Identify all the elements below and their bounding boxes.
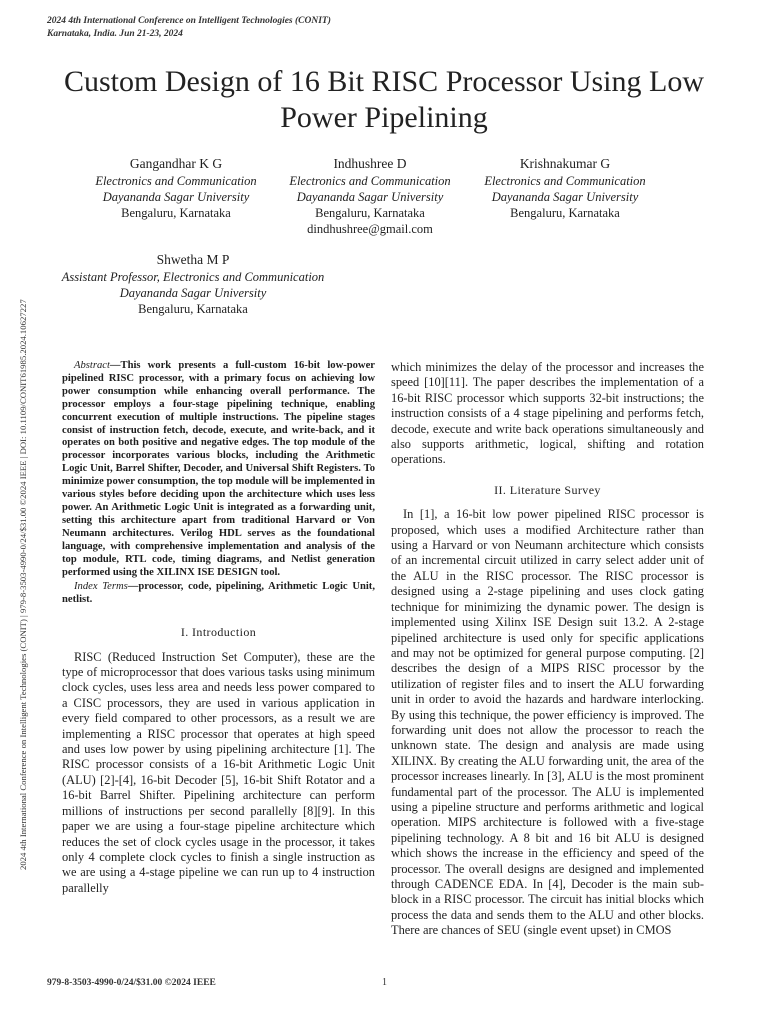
- author-city: Bengaluru, Karnataka: [138, 302, 248, 316]
- author-block-1: [76, 156, 276, 221]
- author-dept: Electronics and Communication: [289, 174, 451, 188]
- author-dept: Electronics and Communication: [484, 174, 646, 188]
- author-university: Dayananda Sagar University: [102, 190, 250, 204]
- author-name: Gangandhar K G: [129, 156, 223, 171]
- index-terms: [62, 581, 375, 607]
- author-name: Shwetha M P: [156, 252, 230, 267]
- author-city: Bengaluru, Karnataka: [510, 206, 620, 220]
- side-margin-note: 2024 4th International Conference on Intelligent Technologies (CONIT) | 979-8-3503-4990-0/24/$31.00 ©2024 IEEE | DOI: 10.1109/CONIT61985.2024.10627227: [18, 299, 28, 870]
- author-email[interactable]: dindhushree@gmail.com: [307, 222, 433, 236]
- author-block-4: [48, 252, 338, 317]
- author-dept: Assistant Professor, Electronics and Communication: [61, 270, 325, 284]
- author-name: Krishnakumar G: [519, 156, 611, 171]
- paper-title: Custom Design of 16 Bit RISC Processor Using Low Power Pipelining: [63, 65, 705, 134]
- conference-location: Karnataka, India. Jun 21-23, 2024: [47, 29, 183, 39]
- left-column: [62, 360, 375, 896]
- introduction-continued: which minimizes the delay of the processor and increases the speed [10][11]. The paper describes the implementation of a 16-bit RISC processor which supports 32-bit instructions; the instruction consists of a 4 stage pipelining and performs fetch, decode, execute and write back operations simultaneously and also supports arithmetic, logical, shifting and rotation operations.: [391, 360, 704, 467]
- page-number: 1: [382, 977, 387, 988]
- literature-survey-text: In [1], a 16-bit low power pipelined RISC processor is proposed, which uses a modified Architecture rather than using a Harvard or von Neumann architecture which consists of an incremental circuit utilized in carry select adder unit of the ALU in the RISC processor. The RISC processor is designed using a 2-stage pipelining and uses clock gating technique for minimizing the dynamic power. The design is implemented using Xilinx ISE Design suit 13.2. A 2-stage pipelined architecture is used only for specific applications and may not be optimized for general purpose computing. [2] describes the design of a MIPS RISC processor by the utilization of register files and to insert the ALU forwarding unit in order to avoid the hazards and hardware interlocking. By using this technique, the power efficiency is improved. The forwarding unit does not allow the processor to reach the unknown state. The design and analysis are made using XILINX. By creating the ALU forwarding unit, the area of the processor increases linearly. In [3], ALU is the most prominent fundamental part of the processor. The ALU is implemented using a pipeline structure and performs arithmetic and logical operation. MIPS architecture is followed with a five-stage pipelining technology. A 8 bit and 16 bit ALU is designed which shows the increase in the efficiency and speed of the processor. The overall designs are designed and implemented through CADENCE EDA. In [4], Decoder is the main sub-block in a RISC processor. The circuit has initial blocks which process the data and sends them to the ALU and other blocks. There are chances of SEU (single event upset) in CMOS: [391, 507, 704, 938]
- author-university: Dayananda Sagar University: [491, 190, 639, 204]
- section-heading-literature-survey: II. Literature Survey: [494, 482, 601, 497]
- copyright-footer: 979-8-3503-4990-0/24/$31.00 ©2024 IEEE: [47, 978, 216, 988]
- author-university: Dayananda Sagar University: [296, 190, 444, 204]
- author-city: Bengaluru, Karnataka: [315, 206, 425, 220]
- author-university: Dayananda Sagar University: [119, 286, 267, 300]
- section-heading-introduction: I. Introduction: [180, 625, 257, 640]
- right-column: [391, 360, 704, 939]
- abstract: [62, 360, 375, 579]
- author-block-2: [270, 156, 470, 237]
- author-city: Bengaluru, Karnataka: [121, 206, 231, 220]
- abstract-label: Abstract: [74, 360, 110, 371]
- introduction-text: RISC (Reduced Instruction Set Computer), these are the type of microprocessor that does various tasks using minimum clock cycles, uses less area and needs less power compared to a CISC processors, they are used in various application in every field compared to other processors, as a result we are implementing a RISC processor that operates at high speed and uses low power by using pipelining architecture [1]. The RISC processor consists of a 16-bit Arithmetic Logic Unit (ALU) [2]-[4], 16-bit Decoder [5], 16-bit Shift Rotator and a 16-bit Barrel Shifter. Pipelining architecture can perform millions of instructions per second parallelly [8][9]. In this paper we are using a four-stage pipeline architecture which reduces the set of clock cycles usage in the processor, it takes only 4 complete clock cycles to finish a single instruction as we are using a 4-stage pipeline we can run up to 4 instruction parallelly: [62, 649, 375, 895]
- author-dept: Electronics and Communication: [95, 174, 257, 188]
- conference-name: 2024 4th International Conference on Intelligent Technologies (CONIT): [47, 16, 331, 26]
- author-name: Indhushree D: [333, 156, 407, 171]
- author-block-3: [465, 156, 665, 221]
- index-terms-text: —processor, code, pipelining, Arithmetic Logic Unit, netlist.: [62, 581, 375, 606]
- conference-header: [47, 15, 331, 41]
- index-terms-label: Index Terms: [74, 581, 128, 593]
- abstract-text: —This work presents a full-custom 16-bit low-power pipelined RISC processor, with a primary focus on achieving low power consumption while enhancing overall performance. The processor employs a four-stage pipelining technique, enabling concurrent execution of multiple instructions. The pipeline stages consist of instruction fetch, decode, execute, and write-back, and it operates on both positive and negative edges. The top module of the processor incorporates various blocks, including the Arithmetic Logic Unit, Barrel Shifter, Decoder, and Universal Shift Registers. To minimize power consumption, the top module will be implemented in various styles before deciding upon the architecture which uses less power. An Arithmetic Logic Unit is integrated as a forwarding unit, setting this architecture apart from traditional Harvard or Von Neumann architectures. Verilog HDL serves as the foundational language, with comprehensive implementation and analysis of the top module, RTL code, timing diagrams, and Netlist generation performed using the XILINX ISE DESIGN tool.: [62, 360, 375, 578]
